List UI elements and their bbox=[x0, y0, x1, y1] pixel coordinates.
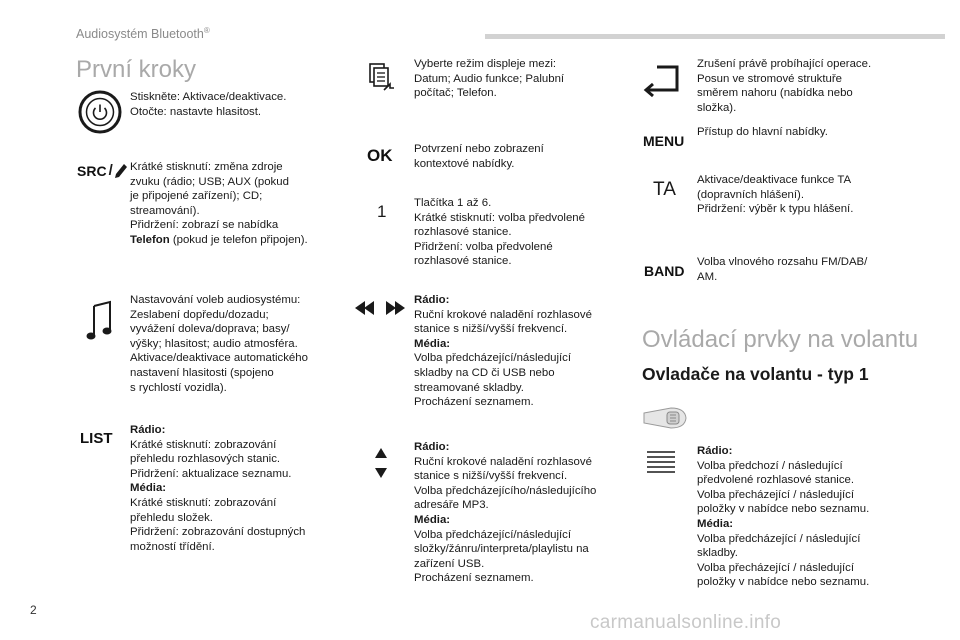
power-description: Stiskněte: Aktivace/deaktivace. Otočte: nastavte hlasitost. bbox=[130, 91, 287, 118]
band-description: Volba vlnového rozsahu FM/DAB/ AM. bbox=[697, 256, 868, 283]
menu-icon: MENU bbox=[643, 133, 685, 149]
power-icon bbox=[78, 90, 122, 134]
running-header: Audiosystém Bluetooth® bbox=[76, 26, 210, 42]
up-down-arrows-icon bbox=[374, 448, 388, 480]
list-description: Rádio: Krátké stisknutí: zobrazování přehledu rozhlasových stanic. Přidržení: aktualizace seznamu. Média: Krátké stisknutí: zobrazování přehledu složek. Přidržení: zobrazování dostupných možností třídění. bbox=[130, 424, 306, 553]
ok-description: Potvrzení nebo zobrazení kontextové nabídky. bbox=[414, 143, 544, 170]
band-icon: BAND bbox=[644, 263, 685, 279]
steering-subsection-title: Ovladače na volantu - typ 1 bbox=[642, 364, 869, 384]
display-mode-description: Vyberte režim displeje mezi: Datum; Audio funkce; Palubní počítač; Telefon. bbox=[414, 58, 565, 100]
updown-description: Rádio: Ruční krokové naladění rozhlasové stanice s nižší/vyšší frekvencí. Volba předcházejícího/následujícího adresáře MP3. Média: Volba předcházející/následující složky/žánru/interpreta/playlistu na zařízení USB. Procházení seznamem. bbox=[414, 441, 597, 585]
menu-description: Přístup do hlavní nabídky. bbox=[697, 126, 828, 138]
watermark: carmanualsonline.info bbox=[590, 612, 782, 633]
back-arrow-icon bbox=[643, 62, 683, 98]
thumbwheel-description: Rádio: Volba předchozí / následující předvolené rozhlasové stanice. Volba přecházející / následující položky v nabídce nebo seznamu. Média: Volba předcházející / následující skladby. Volba přecházející / následující položky v nabídce nebo seznamu. bbox=[697, 445, 870, 589]
back-description: Zrušení právě probíhající operace. Posun ve stromové struktuře směrem nahoru (nabídka nebo složka). bbox=[697, 58, 872, 114]
seek-arrows-icon bbox=[355, 299, 405, 317]
header-bar bbox=[485, 34, 945, 39]
section-title: První kroky bbox=[76, 56, 197, 83]
steering-section-title: Ovládací prvky na volantu bbox=[642, 326, 919, 353]
list-icon: LIST bbox=[80, 430, 113, 447]
ta-icon: TA bbox=[653, 179, 676, 200]
seek-description: Rádio: Ruční krokové naladění rozhlasové stanice s nižší/vyšší frekvencí. Média: Volba předcházející/následující skladby na CD či USB nebo streamované skladby. Procházení seznamem. bbox=[414, 294, 592, 409]
ok-icon: OK bbox=[367, 146, 393, 165]
thumbwheel-icon bbox=[646, 450, 676, 474]
src-description: Krátké stisknutí: změna zdroje zvuku (rádio; USB; AUX (pokud je připojené zařízení); CD; streamování). Přidržení: zobrazí se nabídka Telefon (pokud je telefon připojen). bbox=[130, 161, 308, 246]
display-mode-icon bbox=[368, 62, 396, 94]
src-phone-icon: SRC / bbox=[77, 162, 128, 179]
music-note-icon bbox=[86, 300, 114, 342]
page-number: 2 bbox=[30, 603, 37, 617]
preset-description: Tlačítka 1 až 6. Krátké stisknutí: volba předvolené rozhlasové stanice. Přidržení: volba předvolené rozhlasové stanice. bbox=[414, 197, 585, 268]
ta-description: Aktivace/deaktivace funkce TA (dopravních hlášení). Přidržení: výběr k typu hlášení. bbox=[697, 174, 854, 216]
steering-control-stalk-icon bbox=[641, 404, 689, 432]
preset-1-icon: 1 bbox=[377, 202, 387, 221]
music-description: Nastavování voleb audiosystému: Zeslabení dopředu/dozadu; vyvážení doleva/doprava; basy/ výšky; hlasitost; audio atmosféra. Aktivace/deaktivace automatického nastavení hlasitosti (spojeno s rychlostí vozidla). bbox=[130, 294, 308, 394]
